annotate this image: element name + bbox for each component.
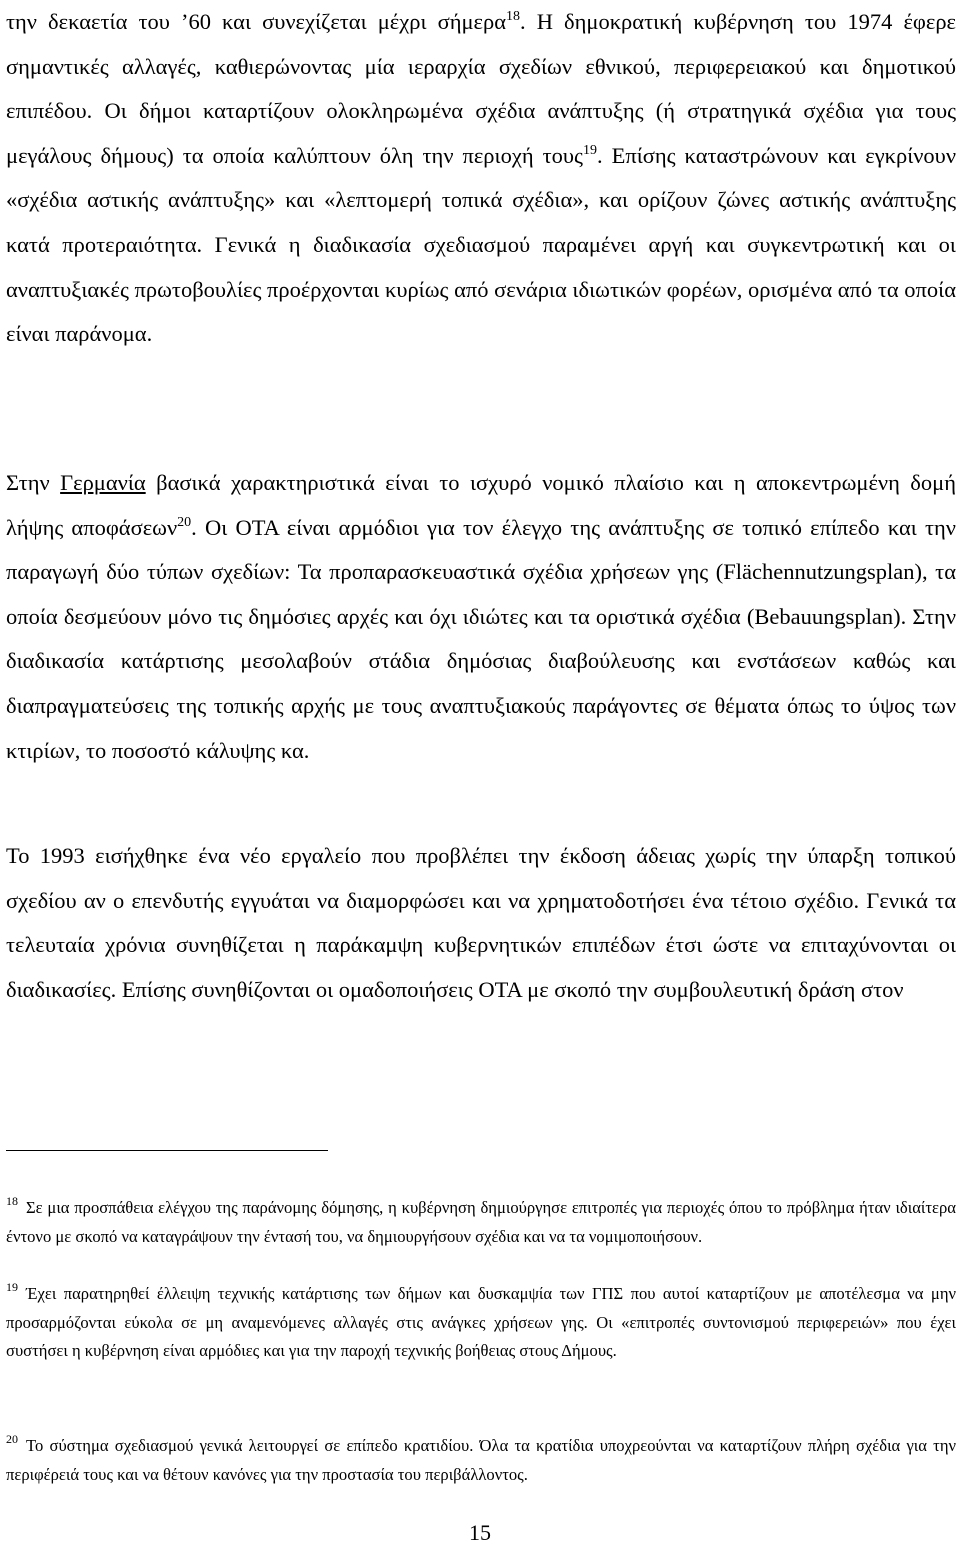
paragraph-1-text-a: την δεκαετία του ’60 και συνεχίζεται μέχρι σήμερα [6, 9, 507, 34]
footnote-18-number: 18 [6, 1194, 18, 1208]
footnote-19-number: 19 [6, 1280, 18, 1294]
paragraph-2-text-b: βασικά χαρακτηριστικά είναι το ισχυρό νομικό πλαίσιο και η αποκεντρωμένη δομή λήψης αποφάσεων [6, 470, 956, 540]
footnote-separator [6, 1150, 328, 1151]
footnote-20-number: 20 [6, 1432, 18, 1446]
paragraph-2 [6, 461, 956, 773]
footnote-18-text: Σε μια προσπάθεια ελέγχου της παράνομης δόμησης, η κυβέρνηση δημιούργησε επιτροπές για περιοχές όπου το πρόβλημα ήταν ιδιαίτερα έντονο με σκοπό να καταγράψουν την έντασή του, να δημιουργήσουν σχέδια και να τα νομιμοποιήσουν. [6, 1198, 956, 1246]
paragraph-1-text-b: . Η δημοκρατική κυβέρνηση του 1974 έφερε σημαντικές αλλαγές, καθιερώνοντας μία ιεραρχία σχεδίων εθνικού, περιφερειακού και δημοτικού επιπέδου. Οι δήμοι καταρτίζουν ολοκληρωμένα σχέδια ανάπτυξης (ή στρατηγικά σχέδια για τους μεγάλους δήμους) τα οποία καλύπτουν όλη την περιοχή τους [6, 9, 956, 168]
footnote-ref-20[interactable]: 20 [177, 514, 192, 530]
footnote-19 [6, 1280, 956, 1366]
footnote-19-text: Έχει παρατηρηθεί έλλειψη τεχνικής κατάρτισης των δήμων και δυσκαμψία των ΓΠΣ που αυτοί καταρτίζουν με αποτέλεσμα να μην προσαρμόζονται εύκολα σε μη αναμενόμενες αλλαγές στις ανάγκες χρήσεων γης. Οι «επιτροπές συντονισμού περιφερειών» που έχει συστήσει η κυβέρνηση είναι αρμόδιες και για την παροχή τεχνικής βοήθειας στους Δήμους. [6, 1284, 956, 1360]
footnote-18 [6, 1194, 956, 1251]
paragraph-1-text-c: . Επίσης καταστρώνουν και εγκρίνουν «σχέδια αστικής ανάπτυξης» και «λεπτομερή τοπικά σχέδια», και ορίζουν ζώνες αστικής ανάπτυξης κατά προτεραιότητα. Γενικά η διαδικασία σχεδιασμού παραμένει αργή και συγκεντρωτική και οι αναπτυξιακές πρωτοβουλίες προέρχονται κυρίως από σενάρια ιδιωτικών φορέων, ορισμένα από τα οποία είναι παράνομα. [6, 142, 956, 347]
footnote-20-text: Το σύστημα σχεδιασμού γενικά λειτουργεί σε επίπεδο κρατιδίου. Όλα τα κρατίδια υποχρεούνται να καταρτίζουν πλήρη σχέδια για την περιφέρειά τους και να θέτουν κανόνες για την προστασία του περιβάλλοντος. [6, 1436, 956, 1484]
footnote-ref-18[interactable]: 18 [506, 9, 521, 24]
footnote-ref-19[interactable]: 19 [582, 142, 597, 158]
paragraph-1 [6, 0, 956, 357]
paragraph-2-text-c: . Οι ΟΤΑ είναι αρμόδιοι για τον έλεγχο της ανάπτυξης σε τοπικό επίπεδο και την παραγωγή δύο τύπων σχεδίων: Τα προπαρασκευαστικά σχέδια χρήσεων γης (Flächennutzungsplan), τα οποία δεσμεύουν μόνο τις δημόσιες αρχές και όχι ιδιώτες και τα οριστικά σχέδια (Bebauungsplan). Στην διαδικασία κατάρτισης μεσολαβούν στάδια δημόσιας διαβούλευσης και ενστάσεων καθώς και διαπραγματεύσεις της τοπικής αρχής με τους αναπτυξιακούς παράγοντες σε θέματα όπως το ύψος των κτιρίων, το ποσοστό κάλυψης κα. [6, 514, 956, 763]
paragraph-3-text: Το 1993 εισήχθηκε ένα νέο εργαλείο που προβλέπει την έκδοση άδειας χωρίς την ύπαρξη τοπικού σχεδίου αν ο επενδυτής εγγυάται να διαμορφώσει και να χρηματοδοτήσει ένα τέτοιο σχέδιο. Γενικά τα τελευταία χρόνια συνηθίζεται η παράκαμψη κυβερνητικών επιπέδων έτσι ώστε να επιταχύνονται οι διαδικασίες. Επίσης συνηθίζονται οι ομαδοποιήσεις ΟΤΑ με σκοπό την συμβουλευτική δράση στον [6, 843, 956, 1002]
page-number: 15 [469, 1520, 491, 1545]
germany-link[interactable]: Γερμανία [60, 470, 146, 495]
paragraph-2-text-a: Στην [6, 470, 61, 495]
paragraph-3 [6, 834, 956, 1012]
footnote-20 [6, 1432, 956, 1489]
